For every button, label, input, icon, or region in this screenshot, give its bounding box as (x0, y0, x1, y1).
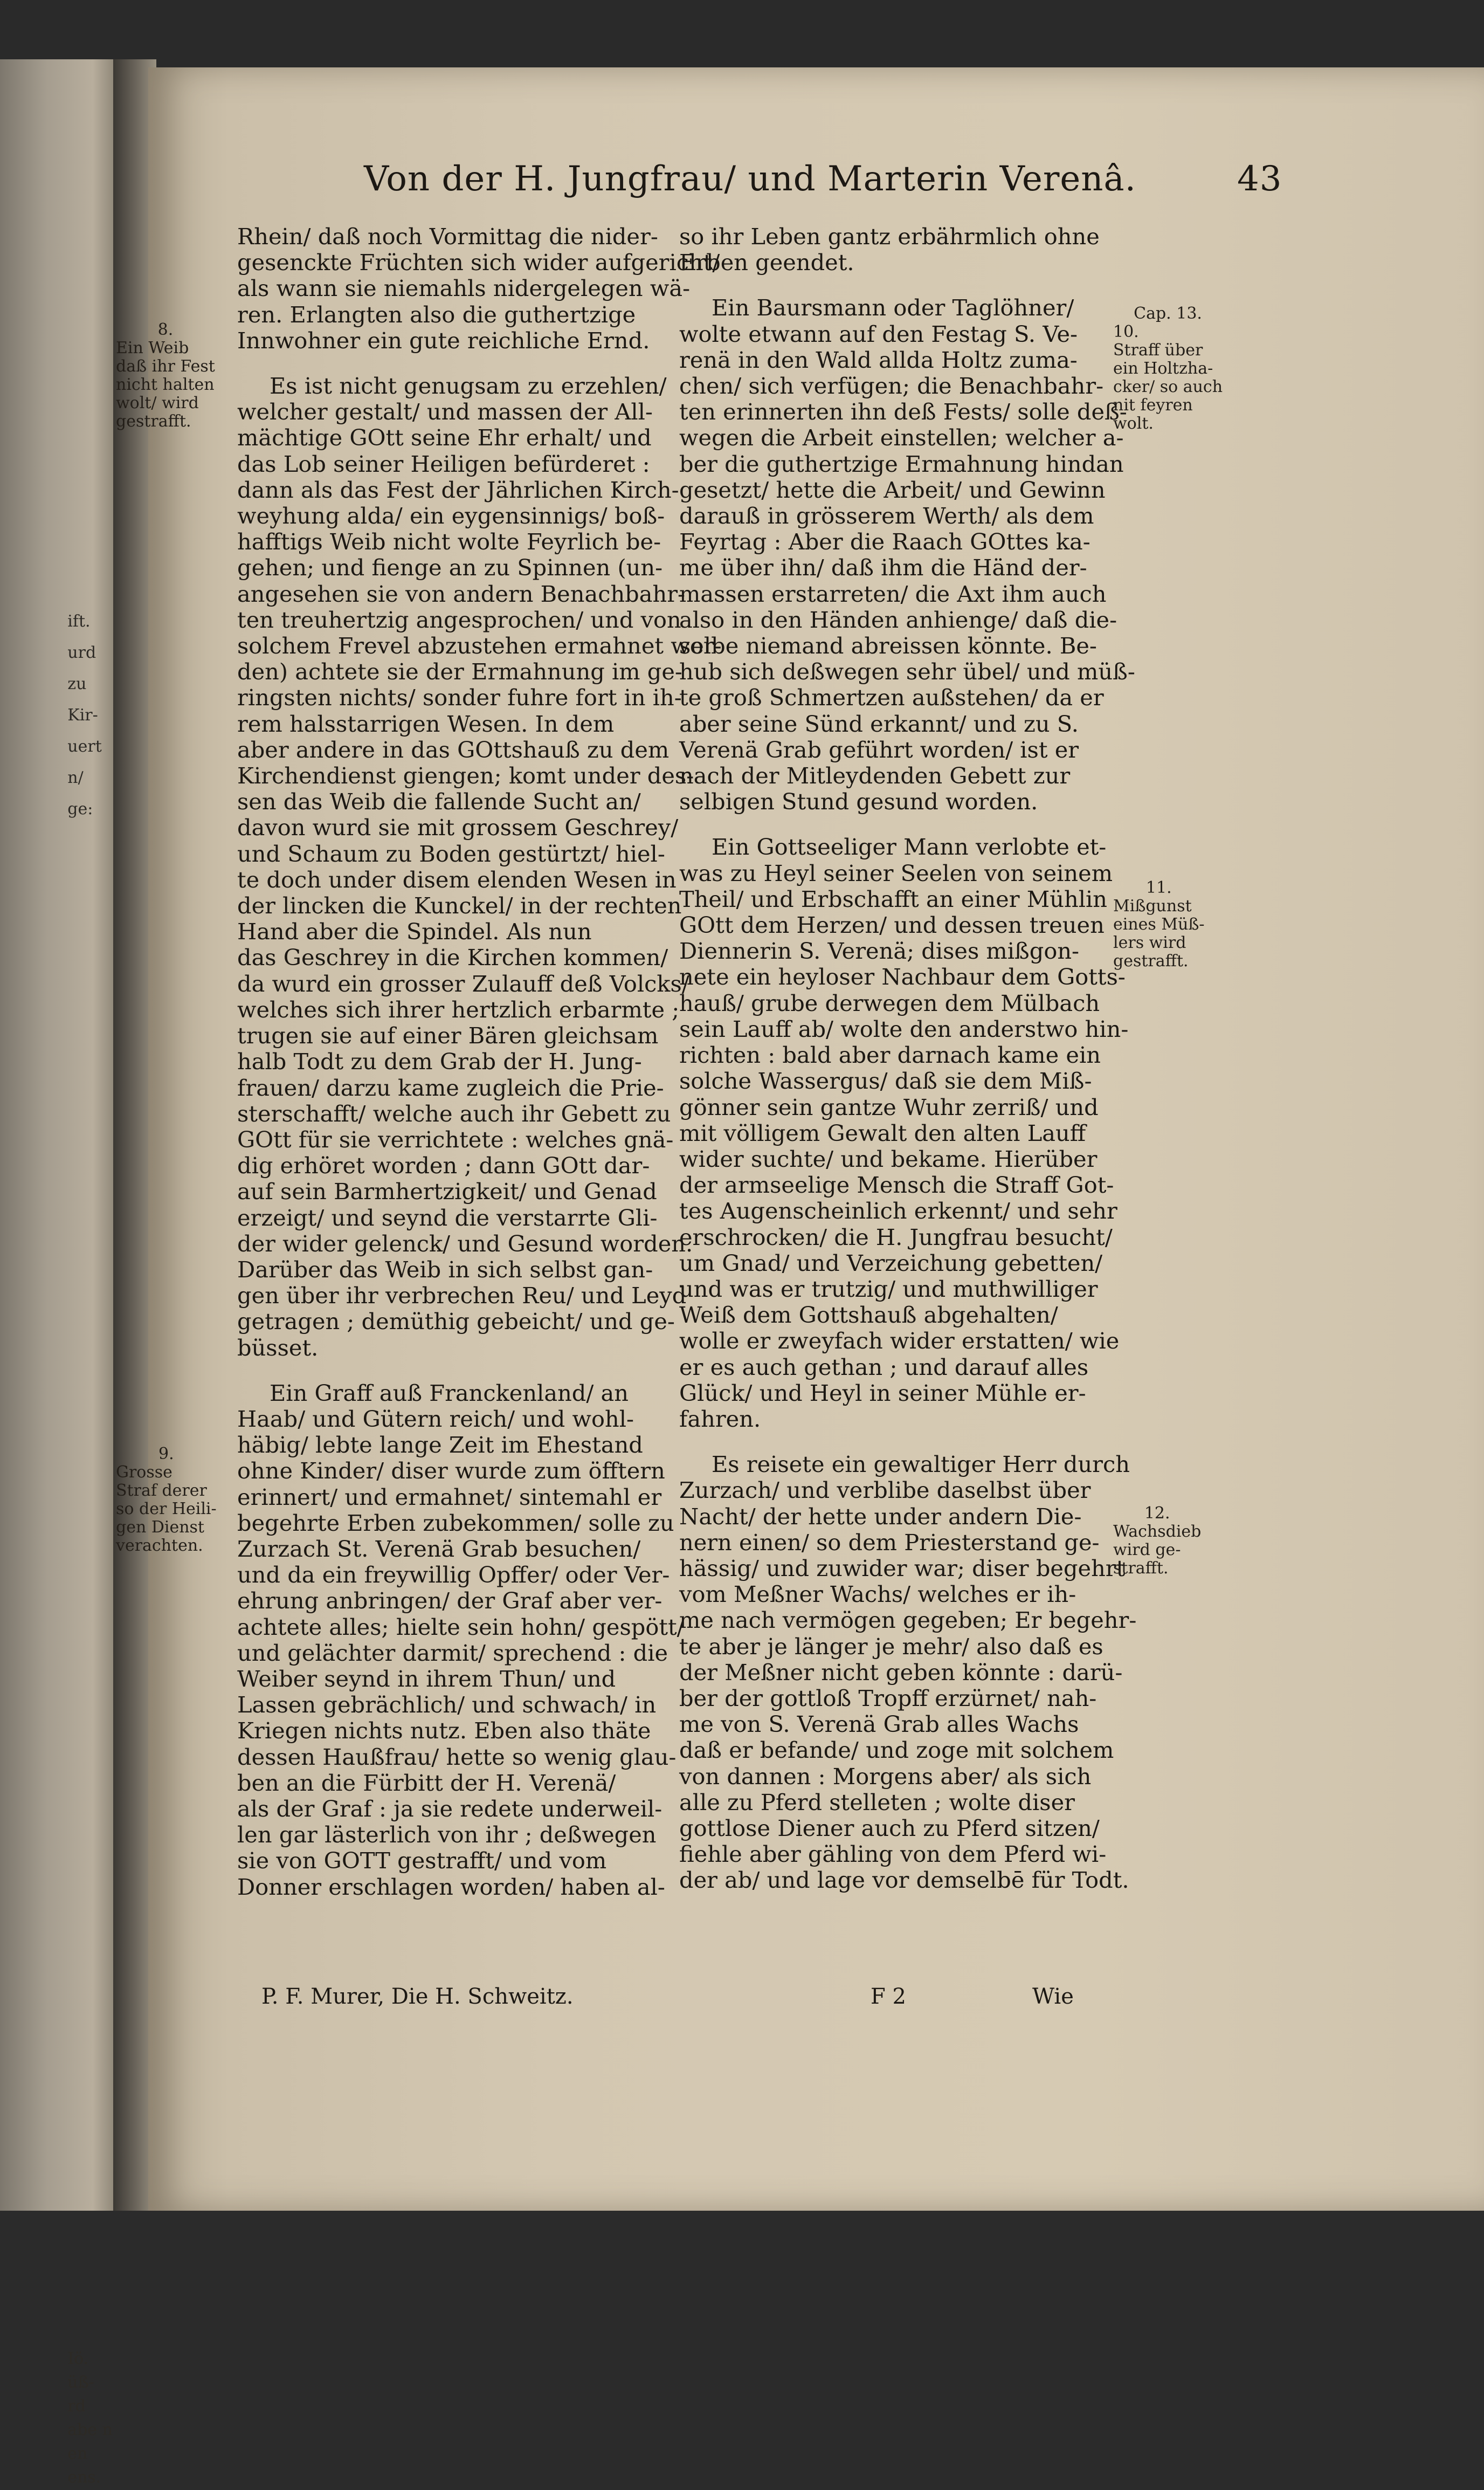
text-line: hafftigs Weib nicht wolte Feyrlich be- (237, 528, 661, 555)
text-line: der lincken die Kunckel/ in der rechten (237, 892, 682, 919)
margin-note-line: cker/ so auch (1113, 377, 1223, 396)
text-line: darauß in grösserem Werth/ als dem (679, 503, 1094, 529)
text-line: richten : bald aber darnach kame ein (679, 1042, 1101, 1069)
text-line: ten erinnerten ihn deß Fests/ solle deß- (679, 398, 1127, 425)
text-line: Hand aber die Spindel. Als nun (237, 918, 592, 945)
text-line: ehrung anbringen/ der Graf aber ver- (237, 1587, 662, 1614)
text-line: Weiß dem Gottshauß abgehalten/ (679, 1302, 1058, 1329)
text-line: Innwohner ein gute reichliche Ernd. (237, 327, 650, 354)
paragraph (237, 373, 722, 1361)
text-line: sie von GOTT gestrafft/ und vom (237, 1847, 607, 1874)
text-line: me von S. Verenä Grab alles Wachs (679, 1711, 1079, 1738)
margin-note-line: lers wird (1113, 933, 1186, 952)
text-line: davon wurd sie mit grossem Geschrey/ (237, 814, 679, 841)
text-line: Haab/ und Gütern reich/ und wohl- (237, 1405, 634, 1432)
margin-note-line: nicht halten (116, 375, 215, 394)
text-line: trugen sie auf einer Bären gleichsam (237, 1022, 659, 1049)
text-line: dessen Haußfrau/ hette so wenig glau- (237, 1743, 677, 1770)
text-line: te aber je länger je mehr/ also daß es (679, 1633, 1103, 1660)
text-line: auf sein Barmhertzigkeit/ und Genad (237, 1178, 657, 1205)
text-line: GOtt dem Herzen/ und dessen treuen (679, 912, 1105, 939)
text-line: das Lob seiner Heiligen befürderet : (237, 450, 650, 477)
text-line: wider suchte/ und bekame. Hierüber (679, 1145, 1098, 1172)
text-line: wolte etwann auf den Festag S. Ve- (679, 320, 1078, 347)
text-line: tes Augenscheinlich erkennt/ und sehr (679, 1198, 1117, 1225)
paragraph-gap (679, 276, 1100, 295)
text-line: Nacht/ der hette under andern Die- (679, 1503, 1082, 1530)
text-line: solchem Frevel abzustehen ermahnet wor- (237, 632, 722, 659)
text-line: ten treuhertzig angesprochen/ und von (237, 606, 681, 633)
text-line: te doch under disem elenden Wesen in (237, 866, 677, 893)
text-line: solche Wassergus/ daß sie dem Miß- (679, 1068, 1092, 1095)
margin-note-number: Cap. 13. (1134, 304, 1202, 323)
text-line: Rhein/ daß noch Vormittag die nider- (237, 223, 658, 250)
text-line: hauß/ grube derwegen dem Mülbach (679, 989, 1100, 1016)
text-line: weyhung alda/ ein eygensinnigs/ boß- (237, 503, 665, 529)
text-line: chen/ sich verfügen; die Benachbahr- (679, 373, 1104, 400)
margin-note-line: gen Dienst (116, 1518, 204, 1537)
margin-note-number: 12. (1144, 1504, 1170, 1523)
text-line: ben an die Fürbitt der H. Verenä/ (237, 1769, 616, 1796)
text-line: den) achtete sie der Ermahnung im ge- (237, 658, 682, 685)
text-line: gen über ihr verbrechen Reu/ und Leyd (237, 1282, 687, 1309)
text-line: und da ein freywillig Opffer/ oder Ver- (237, 1562, 670, 1588)
text-line: getragen ; demüthig gebeicht/ und ge- (237, 1308, 675, 1335)
text-line: te groß Schmertzen außstehen/ da er (679, 684, 1104, 711)
margin-note-line: wolt. (1113, 414, 1154, 433)
text-line: Zurzach St. Verenä Grab besuchen/ (237, 1535, 641, 1562)
text-line: selbe niemand abreissen könnte. Be- (679, 632, 1097, 659)
printer-signature: P. F. Murer, Die H. Schweitz. (261, 1984, 574, 2009)
text-line: Glück/ und Heyl in seiner Mühle er- (679, 1379, 1086, 1406)
text-line: als der Graf : ja sie redete underweil- (237, 1795, 662, 1822)
text-line: nach der Mitleydenden Gebett zur (679, 762, 1071, 789)
margin-note-right (1113, 305, 1223, 433)
text-line: und Schaum zu Boden gestürtzt/ hiel- (237, 840, 665, 867)
text-line: GOtt für sie verrichtete : welches gnä- (237, 1126, 674, 1153)
margin-note-left (116, 321, 215, 431)
text-line: als wann sie niemahls nidergelegen wä- (237, 275, 691, 302)
margin-note-line: verachten. (116, 1536, 203, 1555)
text-line: frauen/ darzu kame zugleich die Prie- (237, 1074, 664, 1101)
margin-note-left (116, 1445, 217, 1555)
text-line: daß er befande/ und zoge mit solchem (679, 1737, 1114, 1764)
margin-note-line: ein Holtzha- (1113, 359, 1213, 378)
text-line: er es auch gethan ; und darauf alles (679, 1353, 1089, 1380)
paragraph (679, 1451, 1137, 1894)
margin-note-line: eines Müß- (1113, 915, 1205, 934)
text-line: gottlose Diener auch zu Pferd sitzen/ (679, 1814, 1100, 1841)
previous-page-fragments: ift. urd zu Kir- uert n/ ge: Iö. üß- rd abe n en ens. (67, 612, 113, 2487)
margin-note-number: 8. (157, 320, 174, 339)
text-line: um Gnad/ und Verzeichung gebetten/ (679, 1249, 1103, 1276)
text-line: ber der gottloß Tropff erzürnet/ nah- (679, 1684, 1097, 1711)
text-line: halb Todt zu dem Grab der H. Jung- (237, 1048, 642, 1075)
margin-note-line: Grosse (116, 1463, 172, 1482)
text-line: aber seine Sünd erkannt/ und zu S. (679, 710, 1079, 737)
text-line: dig erhöret worden ; dann GOtt dar- (237, 1152, 650, 1179)
paragraph (679, 834, 1129, 1432)
margin-note-line: so der Heili- (116, 1499, 217, 1518)
text-line: Theil/ und Erbschafft an einer Mühlin (679, 885, 1107, 912)
text-line: hub sich deßwegen sehr übel/ und müß- (679, 658, 1135, 685)
text-line: begehrte Erben zubekommen/ solle zu (237, 1509, 674, 1536)
text-line: ber die guthertzige Ermahnung hindan (679, 450, 1124, 477)
text-line: erschrocken/ die H. Jungfrau besucht/ (679, 1223, 1113, 1250)
text-line: sein Lauff ab/ wolte den anderstwo hin- (679, 1015, 1129, 1042)
margin-note-line: 10. (1113, 322, 1139, 341)
text-line: der armseelige Mensch die Straff Got- (679, 1172, 1114, 1199)
text-line: hässig/ und zuwider war; diser begehrt (679, 1554, 1126, 1581)
text-line: sterschafft/ welche auch ihr Gebett zu (237, 1100, 671, 1127)
catchword: Wie (1032, 1984, 1074, 2009)
text-line: vom Meßner Wachs/ welches er ih- (679, 1581, 1076, 1608)
text-line: wegen die Arbeit einstellen; welcher a- (679, 424, 1124, 451)
text-line: also in den Händen anhienge/ daß die- (679, 606, 1117, 633)
text-line: Weiber seynd in ihrem Thun/ und (237, 1665, 616, 1692)
text-line: aber andere in das GOttshauß zu dem (237, 736, 669, 763)
paragraph-gap (679, 1432, 1100, 1452)
running-head (364, 159, 1282, 208)
text-line: me über ihn/ daß ihm die Händ der- (679, 554, 1087, 581)
paragraph-gap (237, 1361, 660, 1380)
text-line: nern einen/ so dem Priesterstand ge- (679, 1529, 1100, 1556)
text-line: rem halsstarrigen Wesen. In dem (237, 710, 615, 737)
running-title: Von der H. Jungfrau/ und Marterin Verenâ. (364, 159, 1136, 199)
text-line: fiehle aber gähling von dem Pferd wi- (679, 1841, 1107, 1868)
text-line: selbigen Stund gesund worden. (679, 788, 1038, 815)
margin-note-line: Wachsdieb (1113, 1522, 1202, 1541)
text-line: Zurzach/ und verblibe daselbst über (679, 1477, 1091, 1504)
text-line: Erben geendet. (679, 249, 854, 276)
text-line: welcher gestalt/ und massen der All- (237, 398, 653, 425)
text-line: da wurd ein grosser Zulauff deß Volcks/ (237, 970, 689, 997)
text-line: Ein Gottseeliger Mann verlobte et- (712, 834, 1107, 861)
text-line: len gar lästerlich von ihr ; deßwegen (237, 1821, 657, 1848)
text-line: büsset. (237, 1334, 319, 1361)
page-number: 43 (1237, 159, 1282, 199)
text-line: der wider gelenck/ und Gesund worden. (237, 1230, 693, 1257)
text-line: ringsten nichts/ sonder fuhre fort in ih- (237, 684, 682, 711)
text-line: ohne Kinder/ diser wurde zum öfftern (237, 1457, 665, 1484)
margin-note-line: nit feyren (1113, 396, 1193, 415)
text-line: gesenckte Früchten sich wider aufgericht/ (237, 249, 720, 276)
margin-note-number: 11. (1145, 878, 1172, 897)
paragraph (237, 1379, 685, 1900)
text-line: so ihr Leben gantz erbährmlich ohne (679, 223, 1100, 250)
margin-note-line: Straf derer (116, 1481, 207, 1500)
text-line: was zu Heyl seiner Seelen von seinem (679, 859, 1113, 886)
text-line: von dannen : Morgens aber/ als sich (679, 1763, 1092, 1790)
margin-note-number: 9. (158, 1445, 174, 1463)
text-line: Es reisete ein gewaltiger Herr durch (712, 1451, 1130, 1478)
margin-note-line: strafft. (1113, 1559, 1169, 1578)
text-line: mächtige GOtt seine Ehr erhalt/ und (237, 424, 652, 451)
text-line: der ab/ und lage vor demselbē für Todt. (679, 1867, 1129, 1894)
text-line: Feyrtag : Aber die Raach GOttes ka- (679, 528, 1090, 555)
text-line: dann als das Fest der Jährlichen Kirch- (237, 476, 679, 503)
text-line: Ein Graff auß Franckenland/ an (270, 1379, 629, 1406)
text-line: Darüber das Weib in sich selbst gan- (237, 1256, 653, 1283)
text-line: me nach vermögen gegeben; Er begehr- (679, 1607, 1137, 1634)
text-line: welches sich ihrer hertzlich erbarmte ; (237, 996, 680, 1023)
margin-note-line: wird ge- (1113, 1540, 1181, 1559)
text-line: massen erstarreten/ die Axt ihm auch (679, 580, 1107, 607)
previous-page-edge (0, 59, 116, 2487)
text-line: gehen; und fienge an zu Spinnen (un- (237, 554, 663, 581)
text-line: erzeigt/ und seynd die verstarrte Gli- (237, 1204, 658, 1231)
text-line: erinnert/ und ermahnet/ sintemahl er (237, 1483, 662, 1510)
margin-note-line: gestrafft. (1113, 952, 1189, 971)
text-line: Kirchendienst giengen; komt under des- (237, 762, 694, 789)
text-line: Diennerin S. Verenä; dises mißgon- (679, 938, 1080, 965)
text-line: Verenä Grab geführt worden/ ist er (679, 736, 1079, 763)
text-line: und was er trutzig/ und muthwilliger (679, 1275, 1098, 1302)
text-line: angesehen sie von andern Benachbahr- (237, 580, 686, 607)
paragraph (679, 224, 1100, 276)
text-line: häbig/ lebte lange Zeit im Ehestand (237, 1432, 643, 1459)
margin-note-right (1113, 1504, 1201, 1578)
text-line: sen das Weib die fallende Sucht an/ (237, 788, 641, 815)
sheet-signature: F 2 (871, 1984, 906, 2009)
text-line: wolle er zweyfach wider erstatten/ wie (679, 1327, 1120, 1354)
paragraph-gap (237, 354, 660, 373)
text-line: und gelächter darmit/ sprechend : die (237, 1639, 668, 1666)
paragraph-gap (679, 815, 1100, 834)
margin-note-line: daß ihr Fest (116, 357, 215, 376)
text-line: Es ist nicht genugsam zu erzehlen/ (270, 373, 667, 400)
text-line: Lassen gebrächlich/ und schwach/ in (237, 1691, 657, 1718)
text-line: Kriegen nichts nutz. Eben also thäte (237, 1717, 651, 1744)
text-line: Ein Baursmann oder Taglöhner/ (712, 294, 1074, 321)
text-line: das Geschrey in die Kirchen kommen/ (237, 944, 668, 971)
text-line: mit völligem Gewalt den alten Lauff (679, 1119, 1086, 1146)
margin-note-line: Mißgunst (1113, 897, 1192, 916)
text-line: ren. Erlangten also die guthertzige (237, 301, 636, 328)
paragraph (237, 223, 720, 354)
margin-note-line: wolt/ wird (116, 394, 199, 412)
book-page (116, 67, 1484, 2211)
text-line: alle zu Pferd stelleten ; wolte diser (679, 1789, 1075, 1815)
text-line: Donner erschlagen worden/ haben al- (237, 1873, 665, 1900)
margin-note-line: Straff über (1113, 341, 1203, 360)
margin-note-line: Ein Weib (116, 339, 189, 357)
margin-note-line: gestrafft. (116, 412, 191, 431)
text-line: achtete alles; hielte sein hohn/ gespött/ (237, 1613, 685, 1640)
text-line: gönner sein gantze Wuhr zerriß/ und (679, 1093, 1099, 1120)
text-line: gesetzt/ hette die Arbeit/ und Gewinn (679, 476, 1106, 503)
margin-note-right (1113, 879, 1205, 971)
text-line: der Meßner nicht geben könnte : darü- (679, 1659, 1123, 1686)
text-line: renä in den Wald allda Holtz zuma- (679, 346, 1078, 373)
text-line: fahren. (679, 1405, 761, 1432)
text-line: nete ein heyloser Nachbaur dem Gotts- (679, 964, 1126, 991)
